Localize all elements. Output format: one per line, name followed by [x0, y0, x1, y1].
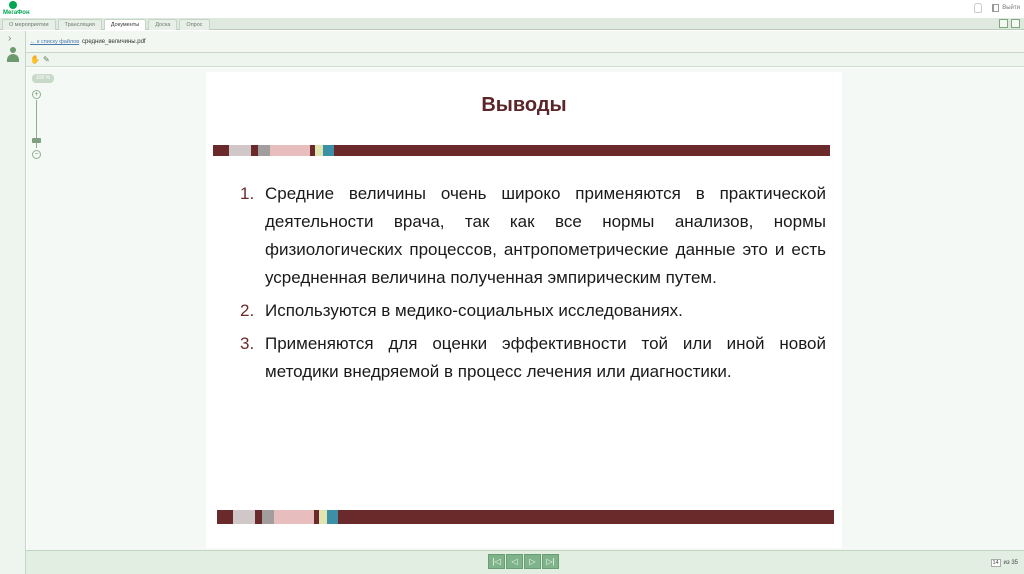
- maximize-icon[interactable]: [1011, 19, 1020, 28]
- stripe-segment: [334, 145, 830, 156]
- next-page-icon[interactable]: ▷: [524, 554, 541, 569]
- page-total: из 35: [1003, 560, 1018, 566]
- zoom-in-icon[interactable]: +: [32, 90, 41, 99]
- page-number-input[interactable]: 14: [992, 560, 999, 566]
- last-page-icon[interactable]: ▷|: [542, 554, 559, 569]
- stripe-segment: [251, 145, 258, 156]
- slide-title: Выводы: [481, 94, 567, 116]
- item-text: Средние величины очень широко применяются в практической деятельности врача, так как все нормы анализов, нормы физиологических процессов, антропометрические данные это и есть усредненная величина полученная эмпирическим путем.: [265, 184, 826, 287]
- item-text: Используются в медико-социальных исследованиях.: [265, 301, 683, 320]
- stripe-segment: [229, 145, 251, 156]
- hand-tool-icon[interactable]: ✋: [30, 55, 40, 64]
- tabs-bar: [0, 18, 1024, 30]
- restore-icon[interactable]: [999, 19, 1008, 28]
- stripe-segment: [327, 510, 338, 524]
- list-item: [240, 180, 826, 292]
- stripe-segment: [323, 145, 334, 156]
- logo-text: МегаФон: [3, 10, 30, 16]
- top-decor-stripe: [213, 145, 830, 156]
- logo-mark-icon: [9, 1, 17, 9]
- tab-board[interactable]: Доска: [148, 19, 177, 30]
- zoom-out-icon[interactable]: −: [32, 150, 41, 159]
- conclusions-list: [240, 180, 826, 391]
- stripe-segment: [233, 510, 255, 524]
- raise-hand-icon[interactable]: [974, 3, 982, 13]
- exit-label: Выйти: [1002, 5, 1020, 11]
- stripe-segment: [258, 145, 270, 156]
- tab-poll[interactable]: Опрос: [179, 19, 209, 30]
- stripe-segment: [319, 510, 327, 524]
- stripe-segment: [255, 510, 262, 524]
- stripe-segment: [315, 145, 323, 156]
- user-head: [10, 47, 16, 53]
- user-body: [7, 54, 19, 62]
- file-name: средние_величины.pdf: [82, 39, 146, 45]
- item-number: 2.: [240, 301, 255, 320]
- back-to-files-link[interactable]: ← к списку файлов: [30, 39, 80, 45]
- stripe-segment: [338, 510, 834, 524]
- item-text: Применяются для оценки эффективности той или иной новой методики внедряемой в процесс лечения или диагностики.: [265, 334, 826, 381]
- chevron-right-icon[interactable]: ›: [8, 33, 12, 44]
- list-item: [240, 330, 826, 386]
- prev-page-icon[interactable]: ◁: [506, 554, 523, 569]
- megafon-logo[interactable]: [3, 1, 33, 18]
- pencil-icon[interactable]: ✎: [43, 55, 50, 64]
- document-header: [26, 31, 1024, 53]
- exit-icon: [992, 4, 999, 12]
- top-bar: [0, 0, 1024, 18]
- list-item: [240, 297, 826, 325]
- user-icon[interactable]: [7, 47, 19, 62]
- zoom-slider-handle[interactable]: [32, 138, 41, 143]
- bottom-bar: [26, 550, 1024, 574]
- top-right-controls: [974, 3, 1020, 13]
- zoom-level: 100 %: [32, 74, 54, 83]
- stripe-segment: [270, 145, 310, 156]
- stripe-segment: [274, 510, 314, 524]
- left-rail: [0, 31, 26, 574]
- tab-broadcast[interactable]: Трансляция: [58, 19, 102, 30]
- stripe-segment: [262, 510, 274, 524]
- stripe-segment: [217, 510, 233, 524]
- document-toolbar: [26, 53, 1024, 67]
- item-number: 1.: [240, 184, 255, 203]
- page-navigation: [488, 554, 559, 569]
- first-page-icon[interactable]: |◁: [488, 554, 505, 569]
- tab-documents[interactable]: Документы: [104, 19, 146, 30]
- bottom-decor-stripe: [217, 510, 834, 524]
- window-buttons: [999, 19, 1020, 28]
- tabs: [2, 19, 210, 30]
- exit-button[interactable]: [992, 4, 1020, 12]
- stripe-segment: [213, 145, 229, 156]
- slide-page: [206, 72, 842, 548]
- page-indicator: [991, 559, 1018, 567]
- item-number: 3.: [240, 334, 255, 353]
- tab-about[interactable]: О мероприятии: [2, 19, 56, 30]
